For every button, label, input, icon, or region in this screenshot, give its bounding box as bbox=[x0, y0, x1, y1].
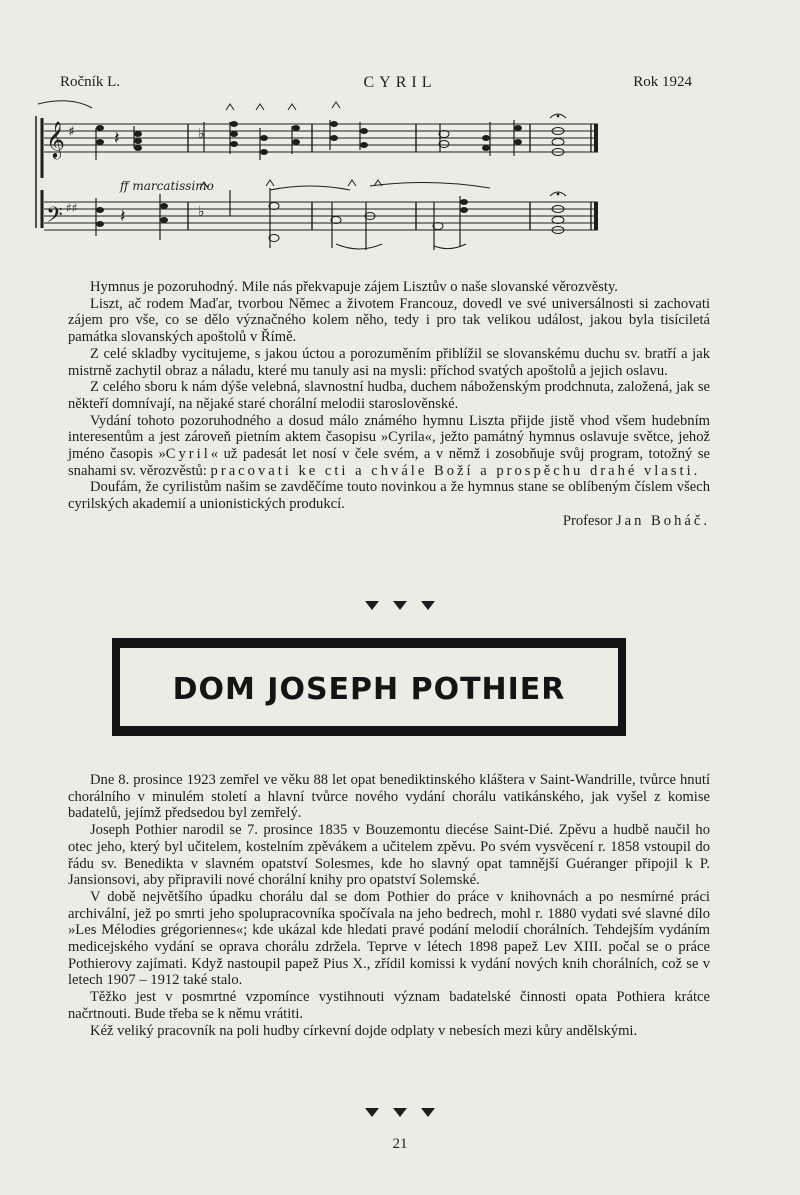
paragraph: Z celého sboru k nám dýše velebná, slavnostní hudba, duchem náboženským prodchnuta, založená, jak se někteří domnívají, na nějaké staré chorální melodii staroslověnské. bbox=[68, 379, 710, 412]
volume-label: Ročník L. bbox=[60, 74, 120, 90]
author-signature: Profesor Jan Boháč. bbox=[562, 512, 710, 529]
journal-name: Cyril bbox=[165, 446, 211, 463]
paragraph: Doufám, že cyrilistům našim se zavděčíme touto novinkou a že hymnus stane se oblíbeným číslem všech cyrilských akademií a unionistických produkcí. bbox=[68, 479, 710, 513]
svg-text:𝄞: 𝄞 bbox=[46, 120, 65, 158]
svg-text:𝄽: 𝄽 bbox=[120, 206, 126, 227]
triangle-ornament-icon bbox=[393, 601, 407, 610]
lower-staff bbox=[44, 202, 598, 230]
page-number: 21 bbox=[392, 1136, 408, 1152]
journal-title: CYRIL bbox=[363, 74, 437, 91]
svg-text:♭: ♭ bbox=[198, 126, 205, 142]
triangle-ornament-icon bbox=[393, 1108, 407, 1117]
article-heading-banner bbox=[112, 638, 626, 736]
paragraph-edition: Vydání tohoto pozoruhodného a dosud málo známého hymnu Liszta přijde jistě vhod všem hudebním interesentům a jest zároveň pietním aktem časopisu »Cyrila«, ježto památný hymnus oslavuje světce, jehož jméno časopis »Cyril« už padesát let nosí v čele svém, a v němž i zosobňuje svůj program, totožný se snahami sv. věrozvěstů: pracovati ke cti a chvále Boží a prospěchu drahé vlasti. bbox=[68, 412, 710, 479]
pothier-article bbox=[68, 772, 710, 1039]
music-score bbox=[30, 98, 610, 273]
closing-ornament bbox=[0, 1104, 800, 1122]
triangle-ornament-icon bbox=[365, 1108, 379, 1117]
motto: pracovati ke cti a chvále Boží a prospěchu drahé vlasti. bbox=[210, 462, 701, 479]
triangle-ornament-icon bbox=[421, 601, 435, 610]
article-title: DOM JOSEPH POTHIER bbox=[172, 672, 566, 707]
svg-text:♯: ♯ bbox=[68, 124, 75, 140]
svg-text:𝄽: 𝄽 bbox=[114, 128, 120, 149]
paragraph: Liszt, ač rodem Maďar, tvorbou Němec a životem Francouz, dovedl ve své universálnosti si zachovati zájem pro vše, co se dělo význačného kolem něho, tedy i pro tak velikou událost, jakou byla tisíciletá památka slovanských apoštolů v Římě. bbox=[68, 295, 710, 346]
paragraph: Joseph Pothier narodil se 7. prosince 1835 v Bouzemontu diecése Saint-Dié. Zpěvu a hudbě naučil ho otec jeho, který byl učitelem, kostelním zpěvákem a učitelem zpěvu. Po svém vysvěcení r. 1858 vstoupil do řádu sv. Benedikta v slavném opatství Solesmes, kde ho slavný opat tamnější Guéranger připojil k P. Jansionsovi, aby připravili nové chorální knihy pro opatství Solemské. bbox=[68, 822, 710, 889]
paragraph: Dne 8. prosince 1923 zemřel ve věku 88 let opat benediktinského kláštera v Saint-Wandrille, tvůrce hnutí chorálního v minulém století a hlavní tvůrce nového vydání chorálu vatikánského, jak vyšel z komise badatelů, jejímž předsedou byl zemřelý. bbox=[68, 772, 710, 822]
svg-text:𝄢: 𝄢 bbox=[46, 203, 63, 233]
svg-text:♭: ♭ bbox=[198, 204, 205, 220]
svg-text:♯♯: ♯♯ bbox=[66, 201, 78, 215]
dynamic-marking: ff marcatissimo bbox=[120, 179, 214, 193]
paragraph: Hymnus je pozoruhodný. Mile nás překvapuje zájem Lisztův o naše slovanské věrozvěsty. bbox=[90, 279, 618, 295]
liszt-article bbox=[68, 279, 710, 530]
paragraph: Z celé skladby vycitujeme, s jakou úctou a porozuměním přiblížil se slovanskému duchu sv. bratří a jak mistrně zachytil obraz a náladu, které mu tanuly asi na mysli: příchod svatých apoštolů a jejich oslavu. bbox=[68, 345, 710, 379]
triangle-ornament-icon bbox=[365, 601, 379, 610]
year-label: Rok 1924 bbox=[633, 74, 692, 90]
section-divider bbox=[0, 597, 800, 615]
paragraph: Kéž veliký pracovník na poli hudby církevní dojde odplaty v nebesích mezi kůry andělskými. bbox=[90, 1022, 638, 1039]
triangle-ornament-icon bbox=[421, 1108, 435, 1117]
paragraph: Těžko jest v posmrtné vzpomínce vystihnouti význam badatelské činnosti opata Pothiera krátce načrtnouti. Bude třeba se k němu vrátiti. bbox=[68, 989, 710, 1022]
paragraph: V době největšího úpadku chorálu dal se dom Pothier do práce v knihovnách a po nesmírné práci archivální, jež po smrti jeho spolupracovníka spočívala na jeho bedrech, mohl r. 1880 vydati své slavné dílo »Les Mélodies grégoriennes«; kde ukázal kde hledati pravé podání melodií chorálních. Tehdejším vydáním medicejského vydání se oprava chorálu zdržela. Teprve v létech 1898 papež Lev XIII. počal se o práce Pothierovy zajímati. Když nastoupil papež Pius X., zřídil komissi k vydání nových knih chorálních, což se v letech 1907 – 1912 také stalo. bbox=[68, 888, 710, 989]
